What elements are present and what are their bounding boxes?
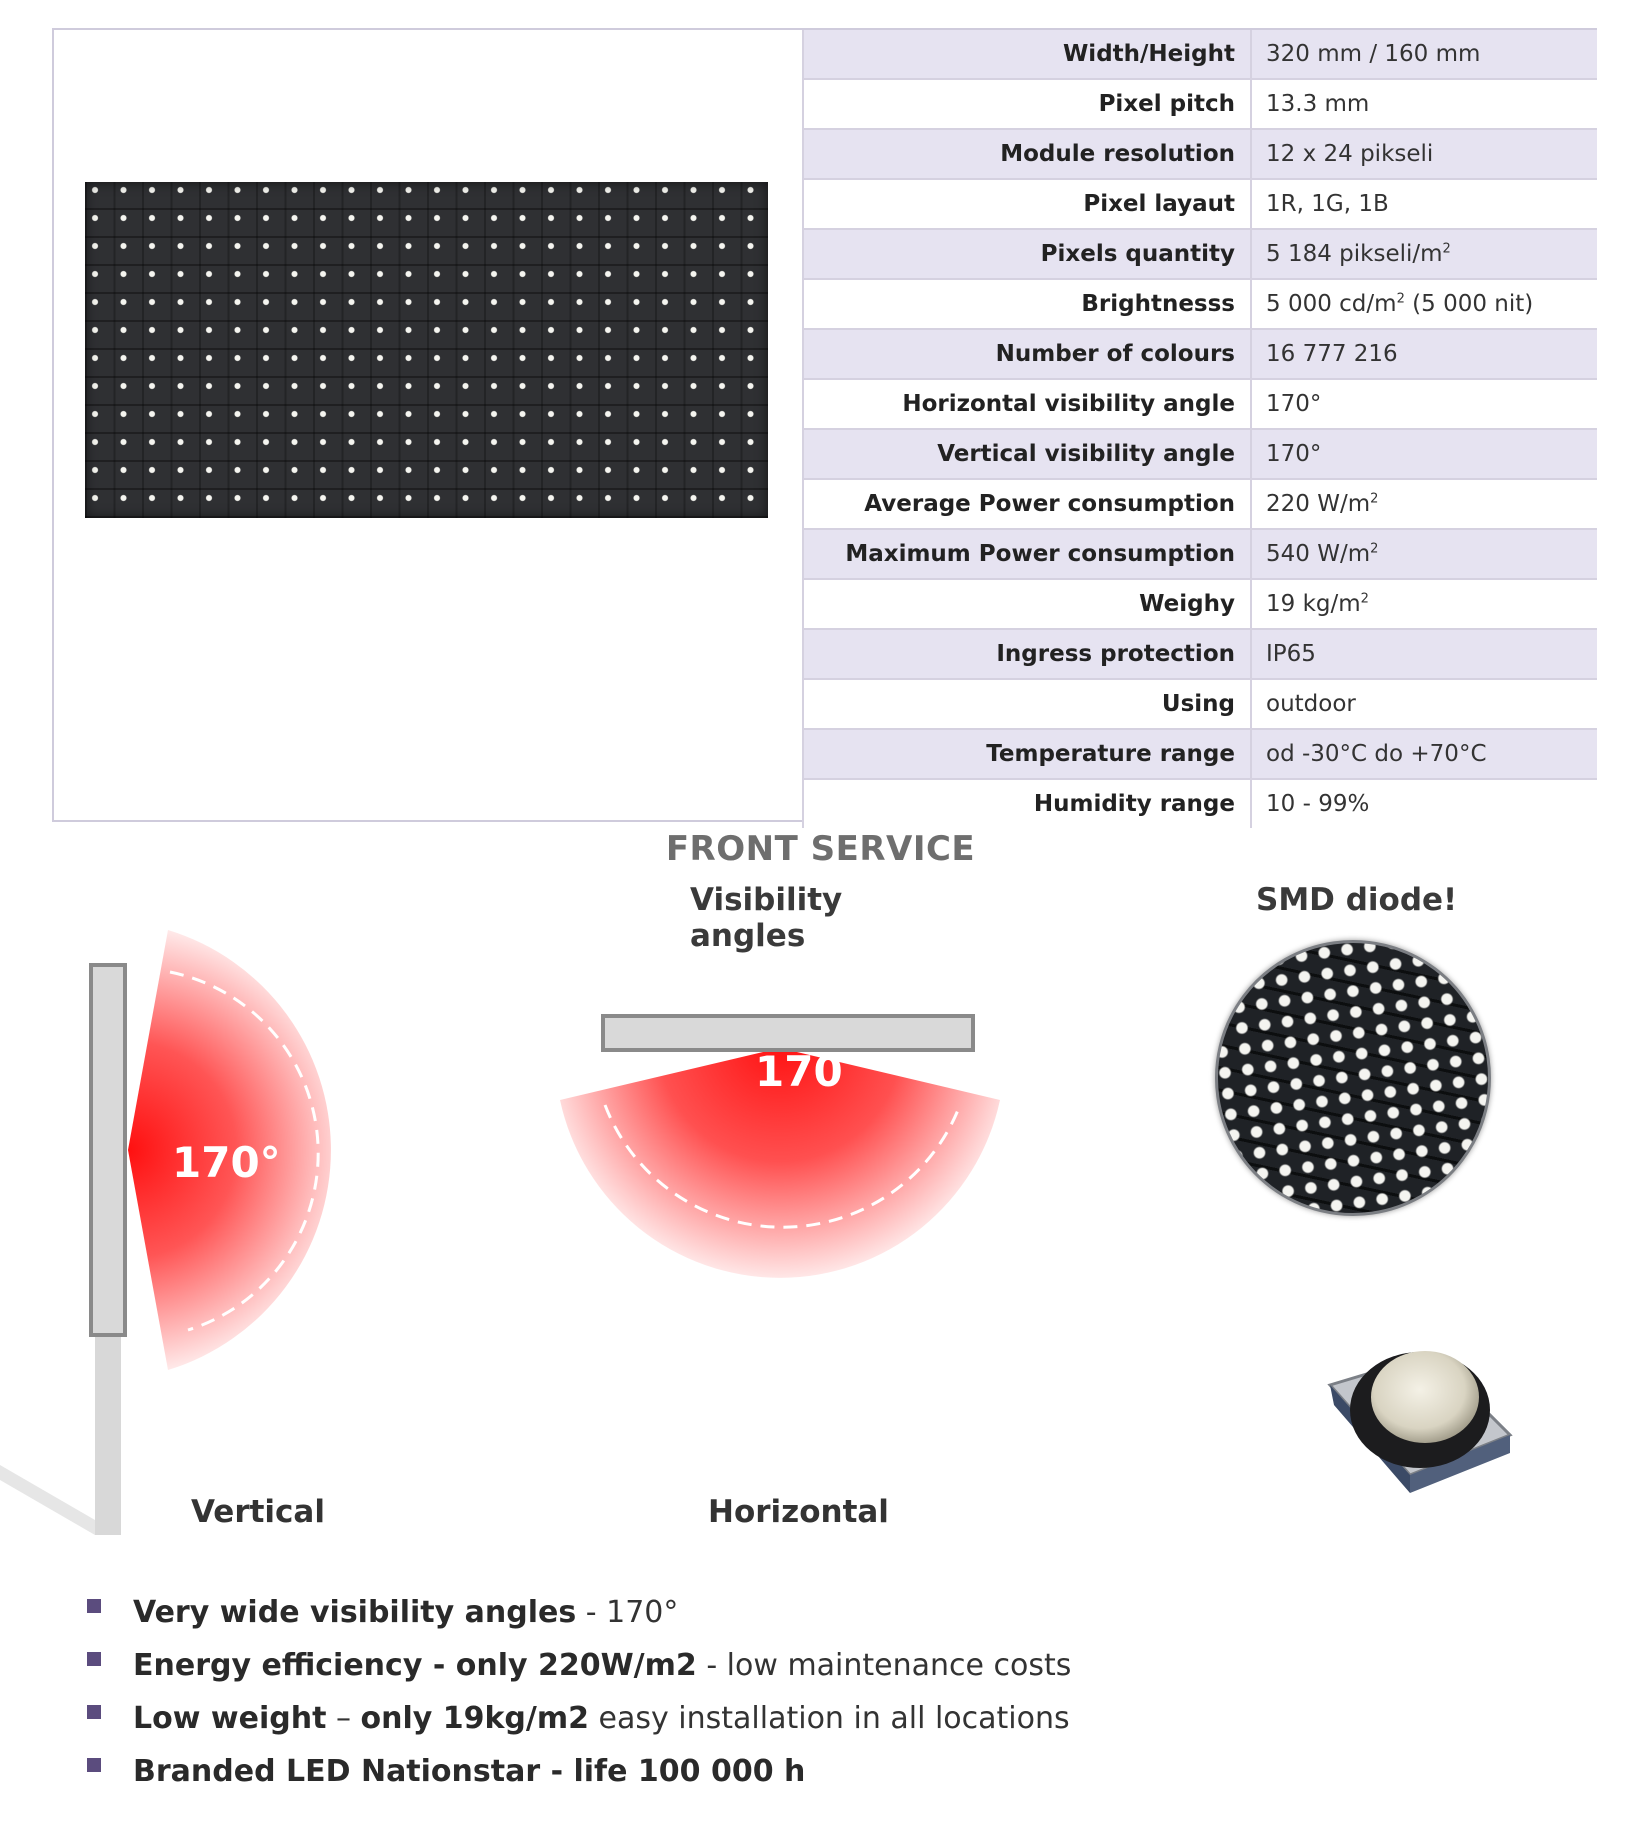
table-row [803, 729, 1597, 779]
list-item-text [133, 1754, 805, 1789]
spec-label: Using [803, 679, 1251, 729]
bullet-square-icon [87, 1652, 101, 1666]
vertical-angle-value: 170° [172, 1138, 281, 1187]
list-item-text [133, 1701, 1070, 1736]
led-panel-image [85, 182, 768, 518]
smd-lens [1371, 1351, 1479, 1443]
table-row [803, 529, 1597, 579]
table-row [803, 779, 1597, 828]
table-row [803, 579, 1597, 629]
spec-value-main: 5 000 cd/m [1266, 291, 1397, 317]
spec-value-main: 220 W/m [1266, 491, 1371, 517]
superscript: 2 [1370, 491, 1379, 507]
spec-table [802, 30, 1597, 828]
table-row [803, 30, 1597, 79]
list-item-bold-2: only 19kg/m2 [360, 1701, 589, 1736]
table-row [803, 379, 1597, 429]
spec-value: 10 - 99% [1251, 779, 1597, 828]
table-row [803, 129, 1597, 179]
smd-diode-heading: SMD diode! [1256, 882, 1458, 918]
list-item-bold: Branded LED Nationstar - life 100 000 h [133, 1754, 806, 1789]
spec-value: 13.3 mm [1251, 79, 1597, 129]
spec-value: 16 777 216 [1251, 329, 1597, 379]
spec-value [1251, 229, 1597, 279]
superscript: 2 [1370, 541, 1379, 557]
table-row [803, 479, 1597, 529]
spec-label: Brightnesss [803, 279, 1251, 329]
list-item-bold: Very wide visibility angles [133, 1595, 577, 1630]
superscript: 2 [1360, 591, 1369, 607]
superscript: 2 [1442, 241, 1451, 257]
spec-label: Width/Height [803, 30, 1251, 79]
list-item-rest-2: easy installation in all locations [589, 1701, 1070, 1736]
list-item-rest: – [326, 1701, 361, 1736]
spec-value-main: 540 W/m [1266, 541, 1371, 567]
bullet-square-icon [87, 1705, 101, 1719]
table-row [803, 229, 1597, 279]
vertical-angle-diagram [0, 920, 420, 1540]
table-row [803, 279, 1597, 329]
spec-label: Ingress protection [803, 629, 1251, 679]
bullet-square-icon [87, 1599, 101, 1613]
table-row [803, 179, 1597, 229]
list-item-text [133, 1595, 678, 1630]
panel-side-view [91, 965, 125, 1335]
spec-value [1251, 529, 1597, 579]
spec-label: Humidity range [803, 779, 1251, 828]
table-row [803, 329, 1597, 379]
spec-label: Pixels quantity [803, 229, 1251, 279]
spec-value: od -30°C do +70°C [1251, 729, 1597, 779]
spec-value [1251, 479, 1597, 529]
spec-value: IP65 [1251, 629, 1597, 679]
spec-card [52, 28, 1597, 822]
spec-value-main: 19 kg/m [1266, 591, 1361, 617]
spec-value-after: (5 000 nit) [1404, 291, 1534, 317]
spec-label: Pixel pitch [803, 79, 1251, 129]
bullet-square-icon [87, 1758, 101, 1772]
spec-label: Number of colours [803, 329, 1251, 379]
superscript: 2 [1396, 291, 1405, 307]
spec-value: 320 mm / 160 mm [1251, 30, 1597, 79]
spec-value [1251, 579, 1597, 629]
spec-value-main: 5 184 pikseli/m [1266, 241, 1443, 267]
list-item-bold: Energy efficiency - only 220W/m2 [133, 1648, 697, 1683]
table-row [803, 629, 1597, 679]
spec-label: Temperature range [803, 729, 1251, 779]
ground-line [0, 1465, 95, 1535]
spec-value [1251, 279, 1597, 329]
spec-value: 170° [1251, 429, 1597, 479]
list-item-text [133, 1648, 1071, 1683]
list-item-rest: - 170° [576, 1595, 679, 1630]
front-service-heading: FRONT SERVICE [665, 829, 976, 869]
panel-top-view [603, 1016, 973, 1050]
spec-label: Average Power consumption [803, 479, 1251, 529]
spec-label: Vertical visibility angle [803, 429, 1251, 479]
visibility-angles-heading: Visibility angles [690, 882, 843, 954]
smd-diode-image [1310, 1315, 1520, 1525]
horizontal-label: Horizontal [708, 1494, 889, 1530]
table-row [803, 679, 1597, 729]
list-item-rest: - low maintenance costs [696, 1648, 1072, 1683]
spec-value: 170° [1251, 379, 1597, 429]
horizontal-angle-value: 170 [755, 1047, 843, 1096]
spec-label: Maximum Power consumption [803, 529, 1251, 579]
table-row [803, 79, 1597, 129]
horizontal-angle-diagram [540, 1000, 1020, 1310]
spec-value: 1R, 1G, 1B [1251, 179, 1597, 229]
vertical-label: Vertical [191, 1494, 325, 1530]
spec-value: outdoor [1251, 679, 1597, 729]
smd-led-closeup [1197, 922, 1509, 1234]
pole [95, 1320, 121, 1535]
spec-label: Weighy [803, 579, 1251, 629]
spec-value: 12 x 24 pikseli [1251, 129, 1597, 179]
spec-label: Pixel layaut [803, 179, 1251, 229]
table-row [803, 429, 1597, 479]
list-item-bold: Low weight [133, 1701, 327, 1736]
spec-label: Module resolution [803, 129, 1251, 179]
spec-label: Horizontal visibility angle [803, 379, 1251, 429]
